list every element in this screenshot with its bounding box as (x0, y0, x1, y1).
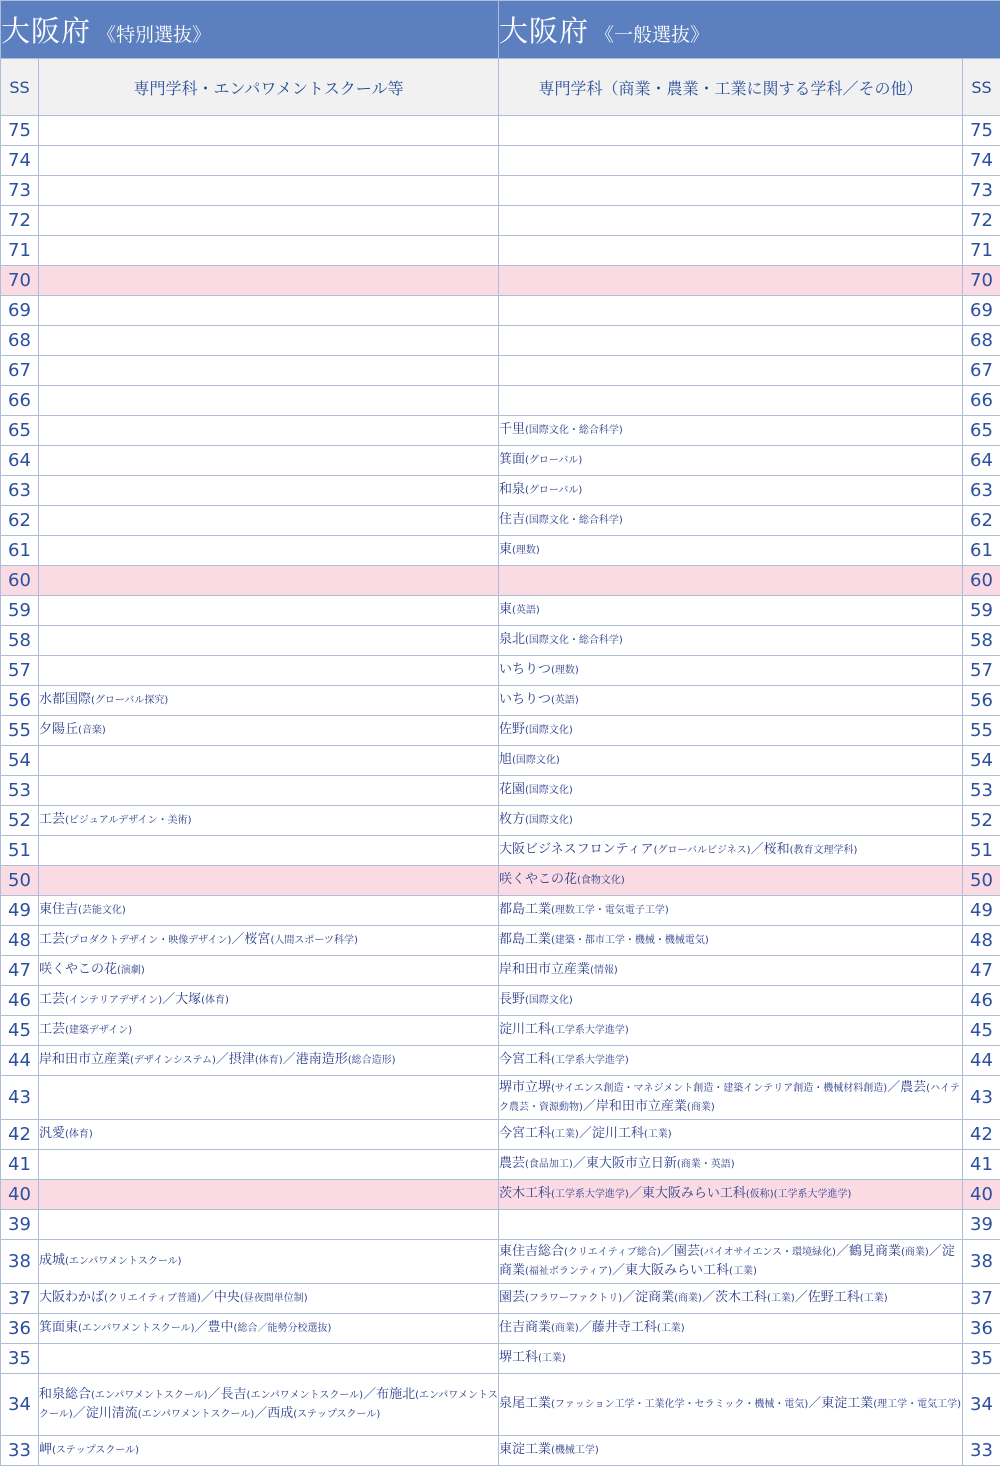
general-selection-cell: 千里(国際文化・総合科学) (499, 416, 963, 446)
ss-value: 74 (963, 146, 1000, 176)
table-row (1, 746, 1000, 776)
ss-value: 65 (1, 416, 39, 446)
ss-value: 58 (963, 626, 1000, 656)
general-selection-cell: 園芸(フラワーファクトリ)／淀商業(商業)／茨木工科(工業)／佐野工科(工業) (499, 1284, 963, 1314)
table-row (1, 806, 1000, 836)
general-selection-cell (499, 236, 963, 266)
ss-value: 53 (963, 776, 1000, 806)
special-selection-cell (39, 506, 499, 536)
special-selection-cell: 成城(エンパワメントスクール) (39, 1240, 499, 1284)
ss-value: 33 (1, 1436, 39, 1466)
ss-value: 58 (1, 626, 39, 656)
ss-value: 52 (963, 806, 1000, 836)
ss-value: 49 (1, 896, 39, 926)
ss-value: 42 (963, 1120, 1000, 1150)
ss-value: 34 (1, 1374, 39, 1436)
ss-value: 52 (1, 806, 39, 836)
ss-value: 47 (963, 956, 1000, 986)
ss-value: 44 (963, 1046, 1000, 1076)
ss-value: 67 (963, 356, 1000, 386)
special-selection-cell (39, 1180, 499, 1210)
special-column-header: 専門学科・エンパワメントスクール等 (39, 59, 499, 116)
ss-value: 62 (1, 506, 39, 536)
table-row (1, 116, 1000, 146)
special-selection-cell: 汎愛(体育) (39, 1120, 499, 1150)
general-selection-cell: 東住吉総合(クリエイティブ総合)／園芸(バイオサイエンス・環境緑化)／鶴見商業(商業)／淀商業(福祉ボランティア)／東大阪みらい工科(工業) (499, 1240, 963, 1284)
general-selection-cell: 咲くやこの花(食物文化) (499, 866, 963, 896)
special-selection-cell (39, 596, 499, 626)
ss-value: 44 (1, 1046, 39, 1076)
ss-value: 45 (963, 1016, 1000, 1046)
general-selection-cell: 箕面(グローバル) (499, 446, 963, 476)
selection-type: 《特別選抜》 (97, 24, 211, 46)
ss-value: 66 (963, 386, 1000, 416)
general-selection-cell: 枚方(国際文化) (499, 806, 963, 836)
special-selection-cell (39, 266, 499, 296)
ss-value: 54 (963, 746, 1000, 776)
table-row (1, 626, 1000, 656)
general-selection-cell: いちりつ(理数) (499, 656, 963, 686)
special-selection-cell (39, 536, 499, 566)
general-selection-cell: 旭(国際文化) (499, 746, 963, 776)
ss-value: 63 (1, 476, 39, 506)
table-row (1, 1180, 1000, 1210)
special-selection-cell (39, 386, 499, 416)
table-row (1, 1210, 1000, 1240)
general-selection-cell (499, 386, 963, 416)
special-selection-cell (39, 356, 499, 386)
special-selection-cell (39, 236, 499, 266)
table-row (1, 986, 1000, 1016)
general-selection-cell: 茨木工科(工学系大学進学)／東大阪みらい工科(仮称)(工学系大学進学) (499, 1180, 963, 1210)
special-selection-cell: 工芸(ビジュアルデザイン・美術) (39, 806, 499, 836)
table-row (1, 1016, 1000, 1046)
general-selection-cell: 岸和田市立産業(情報) (499, 956, 963, 986)
table-row (1, 896, 1000, 926)
general-selection-cell: 佐野(国際文化) (499, 716, 963, 746)
ss-value: 59 (963, 596, 1000, 626)
special-selection-cell: 東住吉(芸能文化) (39, 896, 499, 926)
special-selection-cell (39, 416, 499, 446)
special-selection-cell: 岸和田市立産業(デザインシステム)／摂津(体育)／港南造形(総合造形) (39, 1046, 499, 1076)
table-row (1, 596, 1000, 626)
general-selection-cell: 都島工業(理数工学・電気電子工学) (499, 896, 963, 926)
special-selection-cell (39, 1150, 499, 1180)
ss-value: 48 (963, 926, 1000, 956)
column-header-row (1, 59, 1000, 116)
general-selection-cell: 東淀工業(機械工学) (499, 1436, 963, 1466)
special-selection-cell (39, 776, 499, 806)
ss-value: 42 (1, 1120, 39, 1150)
special-selection-cell (39, 1076, 499, 1120)
general-selection-cell (499, 176, 963, 206)
ss-value: 46 (1, 986, 39, 1016)
table-row (1, 1436, 1000, 1466)
ss-value: 34 (963, 1374, 1000, 1436)
table-row (1, 1150, 1000, 1180)
special-selection-cell (39, 176, 499, 206)
ss-value: 39 (963, 1210, 1000, 1240)
ss-value: 74 (1, 146, 39, 176)
general-selection-cell: 都島工業(建築・都市工学・機械・機械電気) (499, 926, 963, 956)
general-selection-cell (499, 296, 963, 326)
special-selection-cell: 夕陽丘(音楽) (39, 716, 499, 746)
special-selection-cell: 工芸(プロダクトデザイン・映像デザイン)／桜宮(人間スポーツ科学) (39, 926, 499, 956)
special-selection-cell: 和泉総合(エンパワメントスクール)／長吉(エンパワメントスクール)／布施北(エンパワメントスクール)／淀川清流(エンパワメントスクール)／西成(ステップスクール) (39, 1374, 499, 1436)
ss-value: 57 (1, 656, 39, 686)
ss-value: 71 (963, 236, 1000, 266)
ss-value: 73 (1, 176, 39, 206)
ss-value: 55 (1, 716, 39, 746)
general-selection-cell (499, 1210, 963, 1240)
table-row (1, 866, 1000, 896)
ss-value: 50 (963, 866, 1000, 896)
prefecture-title: 大阪府 (1, 14, 91, 48)
general-selection-cell (499, 266, 963, 296)
general-selection-header (499, 1, 1000, 59)
ss-value: 60 (1, 566, 39, 596)
ss-value: 51 (963, 836, 1000, 866)
ss-value: 35 (963, 1344, 1000, 1374)
general-selection-cell: 東(英語) (499, 596, 963, 626)
ss-value: 69 (1, 296, 39, 326)
table-row (1, 446, 1000, 476)
ss-value: 36 (1, 1314, 39, 1344)
ss-value: 46 (963, 986, 1000, 1016)
general-selection-cell: 堺工科(工業) (499, 1344, 963, 1374)
ss-value: 70 (963, 266, 1000, 296)
table-row (1, 476, 1000, 506)
ss-value: 38 (963, 1240, 1000, 1284)
ss-value: 61 (963, 536, 1000, 566)
ss-value: 40 (963, 1180, 1000, 1210)
ss-value: 48 (1, 926, 39, 956)
special-selection-cell: 工芸(建築デザイン) (39, 1016, 499, 1046)
ss-value: 64 (963, 446, 1000, 476)
ss-value: 61 (1, 536, 39, 566)
ss-value: 69 (963, 296, 1000, 326)
ss-value: 66 (1, 386, 39, 416)
ss-value: 53 (1, 776, 39, 806)
special-selection-cell (39, 1344, 499, 1374)
special-selection-cell (39, 476, 499, 506)
ss-value: 75 (963, 116, 1000, 146)
ss-value: 68 (963, 326, 1000, 356)
ss-value: 72 (963, 206, 1000, 236)
table-row (1, 926, 1000, 956)
ss-value: 43 (1, 1076, 39, 1120)
prefecture-title: 大阪府 (499, 14, 589, 48)
special-selection-cell: 箕面東(エンパワメントスクール)／豊中(総合／能勢分校選抜) (39, 1314, 499, 1344)
selection-type: 《一般選抜》 (595, 24, 709, 46)
table-row (1, 956, 1000, 986)
general-selection-cell: 和泉(グローバル) (499, 476, 963, 506)
general-selection-cell: 大阪ビジネスフロンティア(グローバルビジネス)／桜和(教育文理学科) (499, 836, 963, 866)
ss-value: 70 (1, 266, 39, 296)
ss-value: 75 (1, 116, 39, 146)
special-selection-cell (39, 746, 499, 776)
ss-value: 37 (1, 1284, 39, 1314)
table-row (1, 686, 1000, 716)
ss-column-header: SS (963, 59, 1000, 116)
table-row (1, 536, 1000, 566)
table-row (1, 176, 1000, 206)
special-selection-cell (39, 656, 499, 686)
ss-value: 67 (1, 356, 39, 386)
special-selection-cell (39, 116, 499, 146)
general-selection-cell: いちりつ(英語) (499, 686, 963, 716)
ss-value: 55 (963, 716, 1000, 746)
general-selection-cell: 住吉商業(商業)／藤井寺工科(工業) (499, 1314, 963, 1344)
general-selection-cell: 農芸(食品加工)／東大阪市立日新(商業・英語) (499, 1150, 963, 1180)
special-selection-header (1, 1, 499, 59)
general-selection-cell: 泉北(国際文化・総合科学) (499, 626, 963, 656)
table-row (1, 1240, 1000, 1284)
table-row (1, 356, 1000, 386)
table-row (1, 716, 1000, 746)
ss-value: 51 (1, 836, 39, 866)
ss-value: 65 (963, 416, 1000, 446)
ss-value: 50 (1, 866, 39, 896)
ss-value: 59 (1, 596, 39, 626)
general-selection-cell: 東(理数) (499, 536, 963, 566)
ss-value: 68 (1, 326, 39, 356)
table-row (1, 1120, 1000, 1150)
general-selection-cell (499, 356, 963, 386)
general-selection-cell (499, 566, 963, 596)
general-selection-cell (499, 116, 963, 146)
special-selection-cell (39, 206, 499, 236)
general-selection-cell: 長野(国際文化) (499, 986, 963, 1016)
special-selection-cell (39, 566, 499, 596)
table-row (1, 296, 1000, 326)
ss-value: 41 (963, 1150, 1000, 1180)
ss-value: 47 (1, 956, 39, 986)
ss-value: 60 (963, 566, 1000, 596)
special-selection-cell (39, 296, 499, 326)
special-selection-cell (39, 626, 499, 656)
ss-value: 43 (963, 1076, 1000, 1120)
ss-value: 72 (1, 206, 39, 236)
ss-value: 56 (963, 686, 1000, 716)
ss-value: 38 (1, 1240, 39, 1284)
ss-value: 62 (963, 506, 1000, 536)
table-row (1, 566, 1000, 596)
table-row (1, 266, 1000, 296)
special-selection-cell (39, 836, 499, 866)
table-row (1, 386, 1000, 416)
ss-value: 73 (963, 176, 1000, 206)
ss-value: 40 (1, 1180, 39, 1210)
table-row (1, 1076, 1000, 1120)
ss-value: 56 (1, 686, 39, 716)
special-selection-cell: 大阪わかば(クリエイティブ普通)／中央(昼夜間単位制) (39, 1284, 499, 1314)
special-selection-cell: 咲くやこの花(演劇) (39, 956, 499, 986)
ss-value: 64 (1, 446, 39, 476)
ss-value: 45 (1, 1016, 39, 1046)
general-selection-cell: 淀川工科(工学系大学進学) (499, 1016, 963, 1046)
ss-value: 37 (963, 1284, 1000, 1314)
title-row (1, 1, 1000, 59)
special-selection-cell (39, 866, 499, 896)
special-selection-cell: 岬(ステップスクール) (39, 1436, 499, 1466)
general-column-header: 専門学科（商業・農業・工業に関する学科／その他） (499, 59, 963, 116)
table-row (1, 1374, 1000, 1436)
table-row (1, 776, 1000, 806)
general-selection-cell: 今宮工科(工業)／淀川工科(工業) (499, 1120, 963, 1150)
ss-value: 35 (1, 1344, 39, 1374)
table-row (1, 836, 1000, 866)
table-row (1, 326, 1000, 356)
table-row (1, 1344, 1000, 1374)
table-row (1, 656, 1000, 686)
general-selection-cell: 泉尾工業(ファッション工学・工業化学・セラミック・機械・電気)／東淀工業(理工学・電気工学) (499, 1374, 963, 1436)
special-selection-cell (39, 1210, 499, 1240)
table-row (1, 206, 1000, 236)
ss-value: 71 (1, 236, 39, 266)
general-selection-cell: 住吉(国際文化・総合科学) (499, 506, 963, 536)
special-selection-cell (39, 446, 499, 476)
table-body (1, 116, 1000, 1466)
ss-value: 39 (1, 1210, 39, 1240)
special-selection-cell (39, 146, 499, 176)
general-selection-cell: 花園(国際文化) (499, 776, 963, 806)
ss-value: 49 (963, 896, 1000, 926)
general-selection-cell (499, 326, 963, 356)
ss-value: 57 (963, 656, 1000, 686)
table-row (1, 416, 1000, 446)
special-selection-cell: 水都国際(グローバル探究) (39, 686, 499, 716)
table-row (1, 1046, 1000, 1076)
table-row (1, 1314, 1000, 1344)
table-row (1, 506, 1000, 536)
ss-column-header: SS (1, 59, 39, 116)
general-selection-cell: 今宮工科(工学系大学進学) (499, 1046, 963, 1076)
ss-value: 54 (1, 746, 39, 776)
general-selection-cell: 堺市立堺(サイエンス創造・マネジメント創造・建築インテリア創造・機械材料創造)／農芸(ハイテク農芸・資源動物)／岸和田市立産業(商業) (499, 1076, 963, 1120)
general-selection-cell (499, 146, 963, 176)
table-row (1, 1284, 1000, 1314)
ss-value: 41 (1, 1150, 39, 1180)
table-row (1, 146, 1000, 176)
ss-value: 63 (963, 476, 1000, 506)
table-row (1, 236, 1000, 266)
ss-value: 33 (963, 1436, 1000, 1466)
special-selection-cell (39, 326, 499, 356)
special-selection-cell: 工芸(インテリアデザイン)／大塚(体育) (39, 986, 499, 1016)
ss-value: 36 (963, 1314, 1000, 1344)
general-selection-cell (499, 206, 963, 236)
